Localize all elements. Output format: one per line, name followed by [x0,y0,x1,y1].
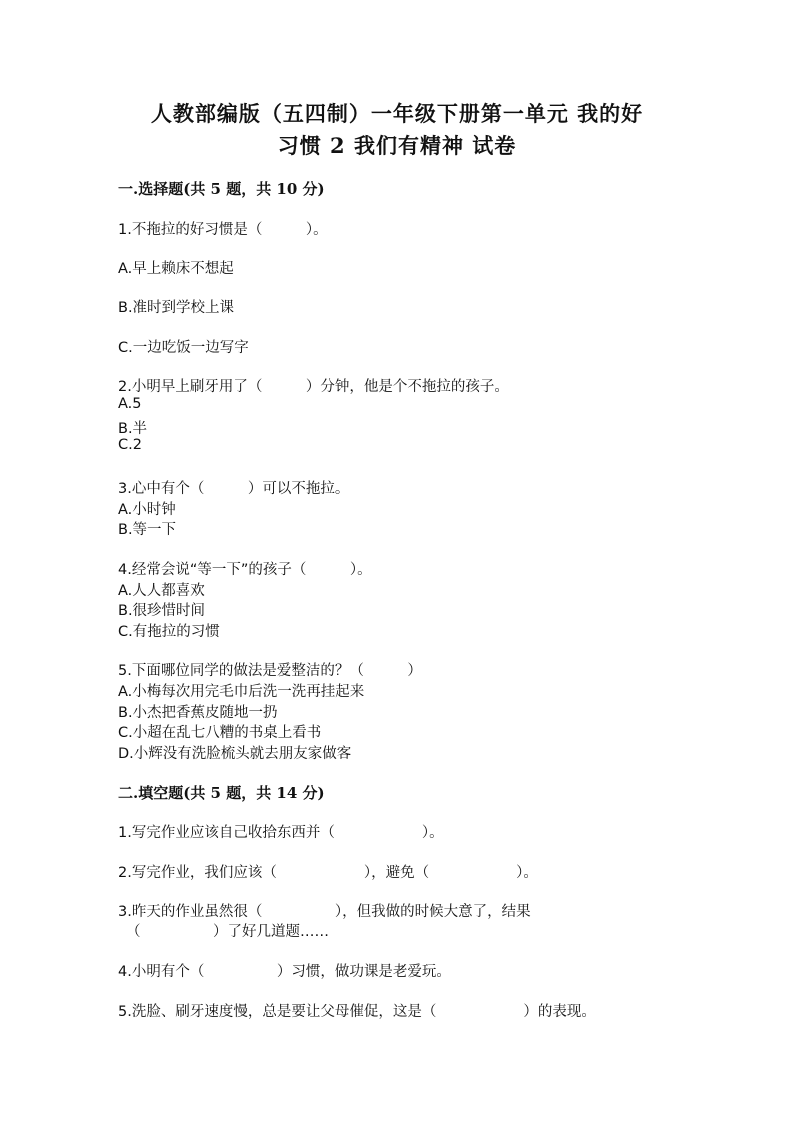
option-5d: D.小辉没有洗脸梳头就去朋友家做客 [118,746,352,762]
fill-question-4: 4.小明有个（ ）习惯，做功课是老爱玩。 [118,964,451,980]
question-4: 4.经常会说“等一下”的孩子（ ）。 [118,562,372,578]
page-title-line-2: 习惯 2 我们有精神 试卷 [277,133,517,158]
question-1: 1.不拖拉的好习惯是（ ）。 [118,222,328,238]
option-4b: B.很珍惜时间 [118,603,206,619]
option-4a: A.人人都喜欢 [118,583,205,599]
option-1b: B.准时到学校上课 [118,300,235,316]
section-heading-fill: 二.填空题(共 5 题，共 14 分) [118,784,325,802]
fill-question-5: 5.洗脸、刷牙速度慢，总是要让父母催促，这是（ ）的表现。 [118,1004,596,1020]
option-1c: C.一边吃饭一边写字 [118,340,249,356]
option-3b: B.等一下 [118,522,177,538]
fill-question-2: 2.写完作业，我们应该（ ），避免（ ）。 [118,865,538,881]
question-2: 2.小明早上刷牙用了（ ）分钟，他是个不拖拉的孩子。 [118,379,509,395]
fill-question-3: 3.昨天的作业虽然很（ ），但我做的时候大意了，结果 [118,904,531,920]
question-5: 5.下面哪位同学的做法是爱整洁的？（ ） [118,663,422,679]
page-title-line-1: 人教部编版（五四制）一年级下册第一单元 我的好 [150,101,644,126]
option-3a: A.小时钟 [118,502,176,518]
option-5c: C.小超在乱七八糟的书桌上看书 [118,725,322,741]
section-heading-choice: 一.选择题(共 5 题，共 10 分) [118,180,325,198]
option-2b: B.半 [118,421,148,437]
option-2c: C.2 [118,437,142,453]
option-1a: A.早上赖床不想起 [118,261,234,277]
option-5b: B.小杰把香蕉皮随地一扔 [118,705,278,721]
option-2a: A.5 [118,396,142,412]
fill-question-1: 1.写完作业应该自己收拾东西并（ ）。 [118,825,444,841]
fill-question-3-line-2: （ ）了好几道题…… [126,924,329,940]
option-4c: C.有拖拉的习惯 [118,624,220,640]
option-5a: A.小梅每次用完毛巾后洗一洗再挂起来 [118,684,365,700]
question-3: 3.心中有个（ ）可以不拖拉。 [118,481,350,497]
